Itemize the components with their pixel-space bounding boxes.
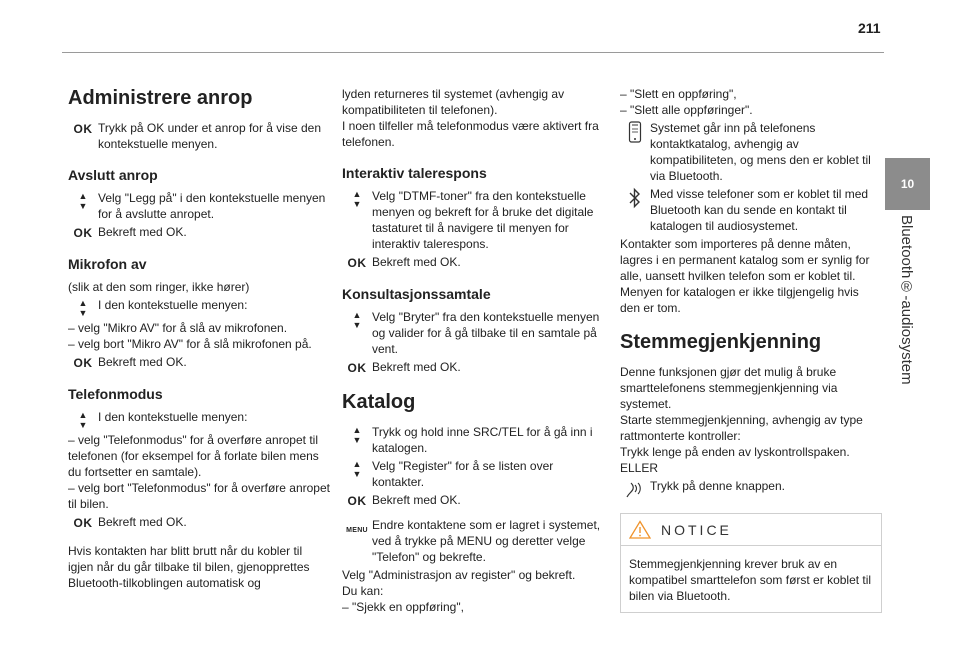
up-down-arrows-icon: ▲ ▼: [352, 310, 362, 330]
notice-title: NOTICE: [661, 521, 732, 538]
instruction: [68, 190, 330, 222]
section-title: Katalog: [342, 391, 416, 413]
list-item: – "Sjekk en oppføring",: [342, 600, 464, 614]
paragraph: Trykk lenge på enden av lyskontrollspaken.: [620, 445, 850, 459]
top-rule: [62, 52, 884, 53]
ok-button-icon: OK: [73, 122, 93, 136]
instruction: [342, 359, 604, 376]
paragraph: Kontakter som importeres på denne måten, lagres i en permanent katalog som er synlig for alle, uansett hvilken telefon som er koblet til.: [620, 237, 870, 283]
side-label-text: Bluetooth®-audiosystem: [898, 215, 915, 385]
subheading: Mikrofon av: [68, 256, 147, 272]
section-title: Administrere anrop: [68, 87, 253, 109]
voice-command-icon: [624, 479, 646, 499]
paragraph: ELLER: [620, 461, 659, 475]
instruction-text: I den kontekstuelle menyen:: [98, 410, 248, 424]
instruction-text: Bekreft med OK.: [98, 515, 187, 529]
section-title: Stemmegjenkjenning: [620, 331, 822, 353]
subheading: Telefonmodus: [68, 386, 163, 402]
column-2: [342, 80, 604, 615]
list-item: – velg bort "Mikro AV" for å slå mikrofonen på.: [68, 337, 312, 351]
ok-button-icon: OK: [347, 256, 367, 270]
notice-body: Stemmegjenkjenning krever bruk av en kompatibel smarttelefon som først er koblet til bilen via Bluetooth.: [629, 557, 872, 603]
instruction-text: Velg "Register" for å se listen over kontakter.: [372, 459, 554, 489]
instruction-text: Systemet går inn på telefonens kontaktkatalog, avhengig av kompatibiliteten, og mens den er koblet til via Bluetooth.: [650, 121, 871, 183]
list-item: – velg "Mikro AV" for å slå av mikrofonen.: [68, 321, 288, 335]
side-label: [898, 215, 920, 615]
phone-icon: [628, 121, 642, 143]
list-item: – "Slett alle oppføringer".: [620, 103, 753, 117]
instruction: [342, 517, 604, 565]
instruction: [342, 309, 604, 357]
instruction: [620, 186, 882, 234]
paragraph: Du kan:: [342, 584, 384, 598]
paragraph: lyden returneres til systemet (avhengig av kompatibiliteten til telefonen).: [342, 87, 565, 117]
up-down-arrows-icon: ▲ ▼: [352, 459, 362, 479]
paragraph: Velg "Administrasjon av register" og bekreft.: [342, 568, 576, 582]
instruction: [620, 478, 882, 499]
ok-button-icon: OK: [73, 516, 93, 530]
instruction: [620, 120, 882, 184]
subheading: Avslutt anrop: [68, 167, 158, 183]
instruction: [68, 409, 330, 430]
up-down-arrows-icon: ▲ ▼: [78, 298, 88, 318]
instruction-text: Trykk og hold inne SRC/TEL for å gå inn i katalogen.: [372, 425, 593, 455]
instruction-text: Trykk på denne knappen.: [650, 479, 785, 493]
instruction-text: Med visse telefoner som er koblet til med Bluetooth kan du sende en kontakt til katalogen til audiosystemet.: [650, 187, 869, 233]
paragraph: Menyen for katalogen er ikke tilgjengelig hvis den er tom.: [620, 285, 859, 315]
instruction: [68, 297, 330, 318]
instruction-text: Velg "Bryter" fra den kontekstuelle menyen og valider for å gå tilbake til en samtale på vent.: [372, 310, 600, 356]
instruction-text: Velg "Legg på" i den kontekstuelle menyen for å avslutte anropet.: [98, 191, 326, 221]
warning-triangle-icon: [629, 520, 651, 539]
instruction-text: I den kontekstuelle menyen:: [98, 298, 248, 312]
instruction-text: Endre kontaktene som er lagret i systemet, ved å trykke på MENU og deretter velge "Telefon" og bekrefte.: [372, 518, 601, 564]
up-down-arrows-icon: ▲ ▼: [78, 410, 88, 430]
instruction: [68, 120, 330, 152]
up-down-arrows-icon: ▲ ▼: [78, 191, 88, 211]
instruction-text: Bekreft med OK.: [98, 355, 187, 369]
list-item: – "Slett en oppføring",: [620, 87, 737, 101]
instruction: [342, 492, 604, 509]
ok-button-icon: OK: [347, 361, 367, 375]
instruction: [68, 354, 330, 371]
paragraph: Denne funksjonen gjør det mulig å bruke smarttelefonens stemmegjenkjenning via systemet.: [620, 365, 838, 411]
column-3: [620, 80, 882, 613]
instruction: [342, 424, 604, 456]
instruction: [68, 514, 330, 531]
up-down-arrows-icon: ▲ ▼: [352, 425, 362, 445]
instruction: [68, 224, 330, 241]
list-item: – velg bort "Telefonmodus" for å overføre anropet til bilen.: [68, 481, 330, 511]
instruction: [342, 254, 604, 271]
ok-button-icon: OK: [347, 494, 367, 508]
ok-button-icon: OK: [73, 356, 93, 370]
instruction: [342, 458, 604, 490]
notice-header: [621, 514, 881, 546]
instruction-text: Bekreft med OK.: [372, 493, 461, 507]
paragraph: (slik at den som ringer, ikke hører): [68, 280, 250, 294]
up-down-arrows-icon: ▲ ▼: [352, 189, 362, 209]
subheading: Konsultasjonssamtale: [342, 286, 491, 302]
paragraph: I noen tilfeller må telefonmodus være aktivert fra telefonen.: [342, 119, 599, 149]
bluetooth-icon: [628, 187, 642, 209]
list-item: – velg "Telefonmodus" for å overføre anropet til telefonen (for eksempel for å forlate bilen mens du fortsetter en samtale).: [68, 433, 319, 479]
column-1: [68, 80, 330, 591]
notice-box: [620, 513, 882, 613]
subheading: Interaktiv talerespons: [342, 165, 487, 181]
instruction-text: Velg "DTMF-toner" fra den kontekstuelle menyen og bekreft for å bruke det digitale tastaturet til å navigere til menyen for interaktiv talerespons.: [372, 189, 594, 251]
instruction-text: Bekreft med OK.: [372, 360, 461, 374]
instruction-text: Bekreft med OK.: [372, 255, 461, 269]
ok-button-icon: OK: [73, 226, 93, 240]
paragraph: Starte stemmegjenkjenning, avhengig av type rattmonterte kontroller:: [620, 413, 863, 443]
paragraph: Hvis kontakten har blitt brutt når du kobler til igjen når du går tilbake til bilen, gjenopprettes Bluetooth-tilkoblingen automatisk og: [68, 544, 310, 590]
page-number: 211: [858, 20, 881, 36]
instruction-text: Trykk på OK under et anrop for å vise den kontekstuelle menyen.: [98, 121, 322, 151]
chapter-tab: 10: [885, 158, 930, 210]
menu-button-icon: MENU: [346, 527, 368, 534]
instruction-text: Bekreft med OK.: [98, 225, 187, 239]
instruction: [342, 188, 604, 252]
